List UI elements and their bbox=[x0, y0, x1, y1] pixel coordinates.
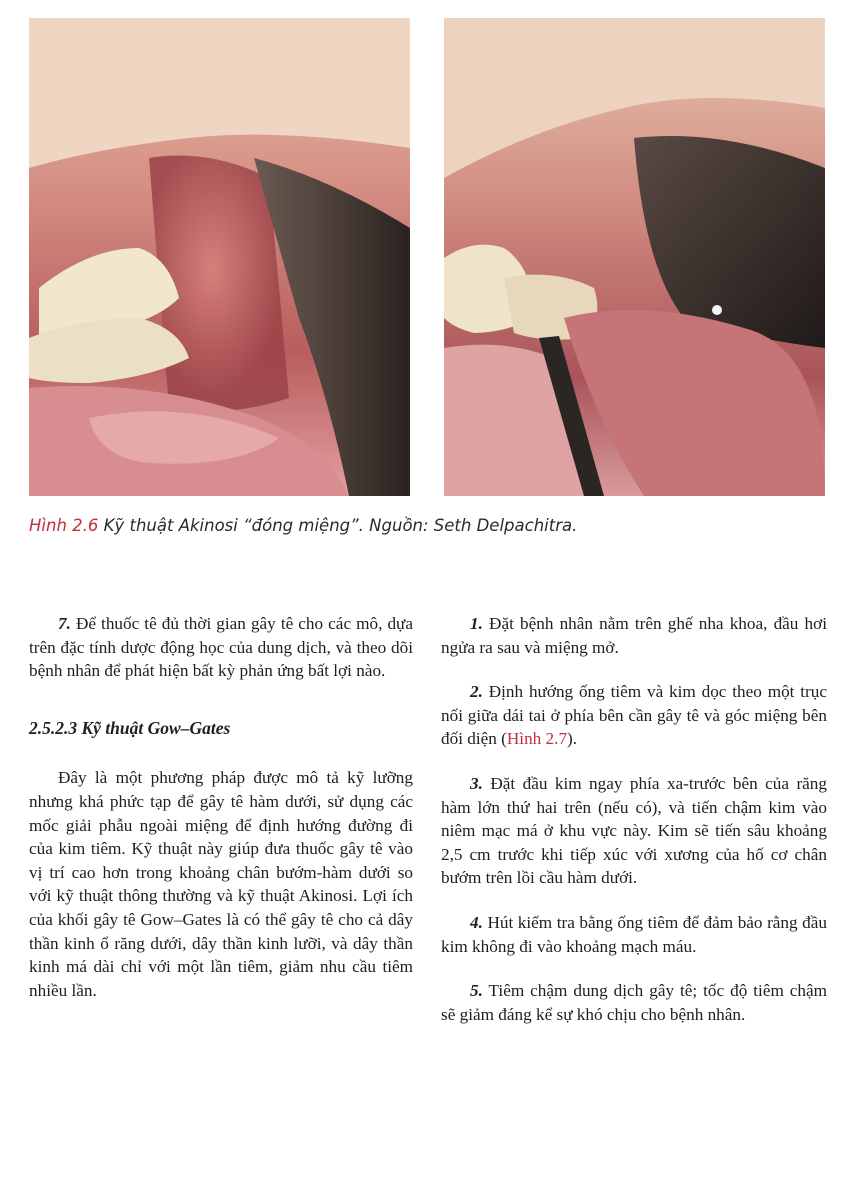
step-text: Đặt đầu kim ngay phía xa-trước bên của răng hàm lớn thứ hai trên (nếu có), và tiến chậm kim vào niêm mạc má ở khu vực này. Kim sẽ tiến sâu khoảng 2,5 cm trước khi tiếp xúc với xương của hố cơ chân bướm trên lồi cầu hàm dưới. bbox=[441, 773, 827, 888]
right-column bbox=[441, 612, 827, 1026]
figure-caption bbox=[29, 516, 829, 535]
mouth-photo-left bbox=[29, 18, 410, 496]
figure-photo-right bbox=[444, 18, 825, 496]
step-number: 7. bbox=[58, 614, 71, 633]
step-number: 3. bbox=[470, 773, 483, 793]
step-text: Hút kiểm tra bằng ống tiêm để đảm bảo rằng đầu kim không đi vào khoảng mạch máu. bbox=[441, 912, 827, 956]
section-heading: 2.5.2.3 Kỹ thuật Gow–Gates bbox=[29, 717, 231, 738]
paragraph-step-3 bbox=[441, 772, 827, 890]
step-text: Để thuốc tê đủ thời gian gây tê cho các mô, dựa trên đặc tính dược động học của dung dịch, và theo dõi bệnh nhân để phát hiện bất kỳ phản ứng bất lợi nào. bbox=[29, 614, 413, 681]
step-text: Đặt bệnh nhân nằm trên ghế nha khoa, đầu hơi ngửa ra sau và miệng mở. bbox=[441, 614, 827, 657]
step-text: Tiêm chậm dung dịch gây tê; tốc độ tiêm chậm sẽ giảm đáng kể sự khó chịu cho bệnh nhân. bbox=[441, 981, 827, 1024]
paragraph-gow-gates: Đây là một phương pháp được mô tả kỹ lưỡng nhưng khá phức tạp để gây tê hàm dưới, sử dụng các mốc giải phẫu ngoài miệng để định hướng đường đi của kim tiêm. Kỹ thuật này giúp đưa thuốc gây tê vào vị trí cao hơn trong khoảng chân bướm-hàm dưới so với kỹ thuật thông thường và kỹ thuật Akinosi. Lợi ích của khối gây tê Gow–Gates là có thể gây tê cho cả dây thần kinh ổ răng dưới, dây thần kinh lưỡi, và dây thần kinh má dài chỉ với một lần tiêm, giảm nhu cầu tiêm nhiều lần. bbox=[29, 768, 413, 1000]
figure-label: Hình 2.6 bbox=[29, 516, 99, 535]
paragraph-step-2 bbox=[441, 680, 827, 751]
step-number: 5. bbox=[470, 981, 483, 1001]
paragraph-step-7 bbox=[29, 612, 413, 683]
paragraph-step-4 bbox=[441, 911, 827, 958]
paragraph-step-5 bbox=[441, 979, 827, 1026]
figure-photo-left bbox=[29, 18, 410, 496]
figure-reference-link[interactable]: Hình 2.7 bbox=[506, 729, 568, 749]
step-text-end: ). bbox=[567, 729, 578, 749]
paragraph-step-1 bbox=[441, 612, 827, 659]
left-column bbox=[29, 612, 413, 1002]
step-number: 4. bbox=[470, 912, 483, 932]
step-text: Định hướng ống tiêm và kim dọc theo một trục nối giữa dái tai ở phía bên cần gây tê và góc miệng bên đối diện ( bbox=[441, 682, 827, 749]
step-number: 1. bbox=[470, 614, 483, 633]
step-number: 2. bbox=[470, 682, 483, 702]
figure-caption-text: Kỹ thuật Akinosi “đóng miệng”. Nguồn: Seth Delpachitra. bbox=[98, 516, 578, 535]
mouth-photo-right bbox=[444, 18, 825, 496]
